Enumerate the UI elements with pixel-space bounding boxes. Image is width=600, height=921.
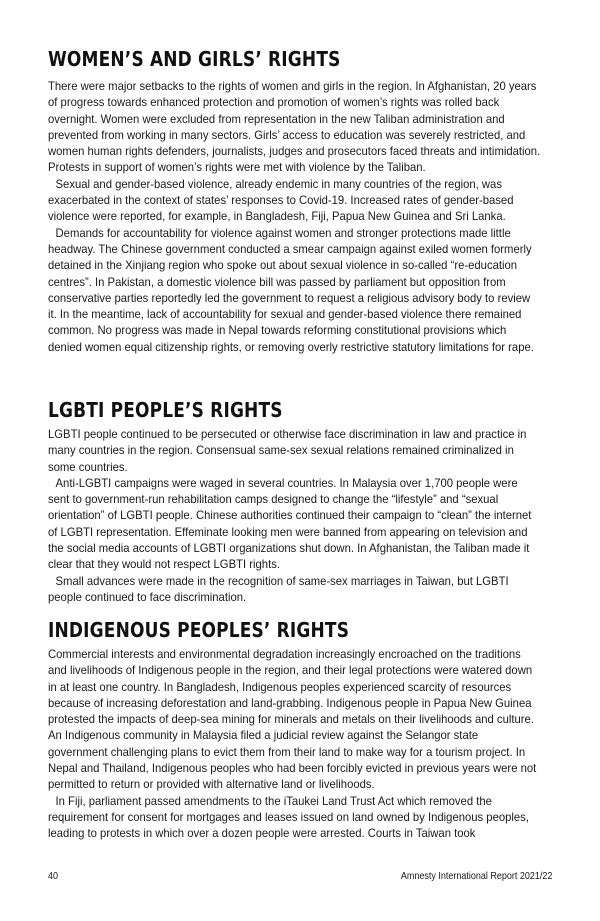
paragraph: Commercial interests and environmental degradation increasingly encroached on the traditions and livelihoods of Indigenous people in the region, and their legal protections were watered down in at least one country. In Bangladesh, Indigenous peoples experienced scarcity of resources because of increasing deforestation and land-grabbing. Indigenous people in Papua New Guinea protested the impacts of deep-sea mining for minerals and metals on their livelihoods and culture. An Indigenous community in Malaysia filed a judicial review against the Selangor state government challenging plans to evict them from their land to make way for a tourism project. In Nepal and Thailand, Indigenous peoples who had been forcibly evicted in previous years were not permitted to return or provided with alternative land or livelihoods.	[48, 647, 537, 792]
paragraph: LGBTI people continued to be persecuted or otherwise face discrimination in law and practice in many countries in the region. Consensual same-sex sexual relations remained criminalized in some countries.	[48, 427, 527, 474]
paragraph: There were major setbacks to the rights of women and girls in the region. In Afghanistan, 20 years of progress towards enhanced protection and promotion of women’s rights was rolled back overnight. Women were excluded from representation in the new Taliban administration and prevented from working in many sectors. Girls’ access to education was severely restricted, and women human rights defenders, journalists, judges and prosecutors faced threats and intimidation. Protests in support of women’s rights were met with violence by the Taliban.	[48, 79, 541, 175]
paragraph: Small advances were made in the recognition of same-sex marriages in Taiwan, but LGBTI people continued to face discrimination.	[48, 573, 509, 604]
lgbti-rights-section	[48, 398, 548, 605]
paragraph: Anti-LGBTI campaigns were waged in several countries. In Malaysia over 1,700 people were sent to government-run rehabilitation camps designed to change the “lifestyle” and “sexual orientation” of LGBTI people. Chinese authorities continued their campaign to “clean” the internet of LGBTI representation. Effeminate looking men were banned from appearing on television and the social media accounts of LGBTI organizations shut down. In Afghanistan, the Taliban made it clear that they would not respect LGBTI rights.	[48, 475, 532, 572]
section-heading: INDIGENOUS PEOPLES’ RIGHTS	[48, 618, 350, 642]
report-title: Amnesty International Report 2021/22	[400, 871, 552, 882]
section-heading: WOMEN’S AND GIRLS’ RIGHTS	[48, 47, 341, 71]
indigenous-rights-section	[48, 618, 548, 842]
paragraph: In Fiji, parliament passed amendments to the iTaukei Land Trust Act which removed the requirement for consent for mortgages and leases issued on land owned by Indigenous peoples, leading to protests in which over a dozen people were arrested. Courts in Taiwan took	[48, 793, 529, 841]
womens-rights-section	[48, 47, 548, 355]
paragraph: Sexual and gender-based violence, already endemic in many countries of the region, was exacerbated in the context of states’ responses to Covid-19. Increased rates of gender-based violence were reported, for example, in Bangladesh, Fiji, Papua New Guinea and Sri Lanka.	[48, 176, 514, 224]
paragraph: Demands for accountability for violence against women and stronger protections made little headway. The Chinese government conducted a smear campaign against exiled women formerly detained in the Xinjiang region who spoke out about sexual violence in so-called “re-education centres”. In Pakistan, a domestic violence bill was passed by parliament but opposition from conservative parties reportedly led the government to request a religious advisory body to review it. In the meantime, lack of accountability for sexual and gender-based violence there remained common. No progress was made in Nepal towards reforming constitutional provisions which denied women equal citizenship rights, or removing overly restrictive statutory limitations for rape.	[48, 225, 534, 354]
page-number: 40	[48, 871, 59, 882]
page-footer	[48, 871, 552, 882]
section-heading: LGBTI PEOPLE’S RIGHTS	[48, 398, 283, 422]
